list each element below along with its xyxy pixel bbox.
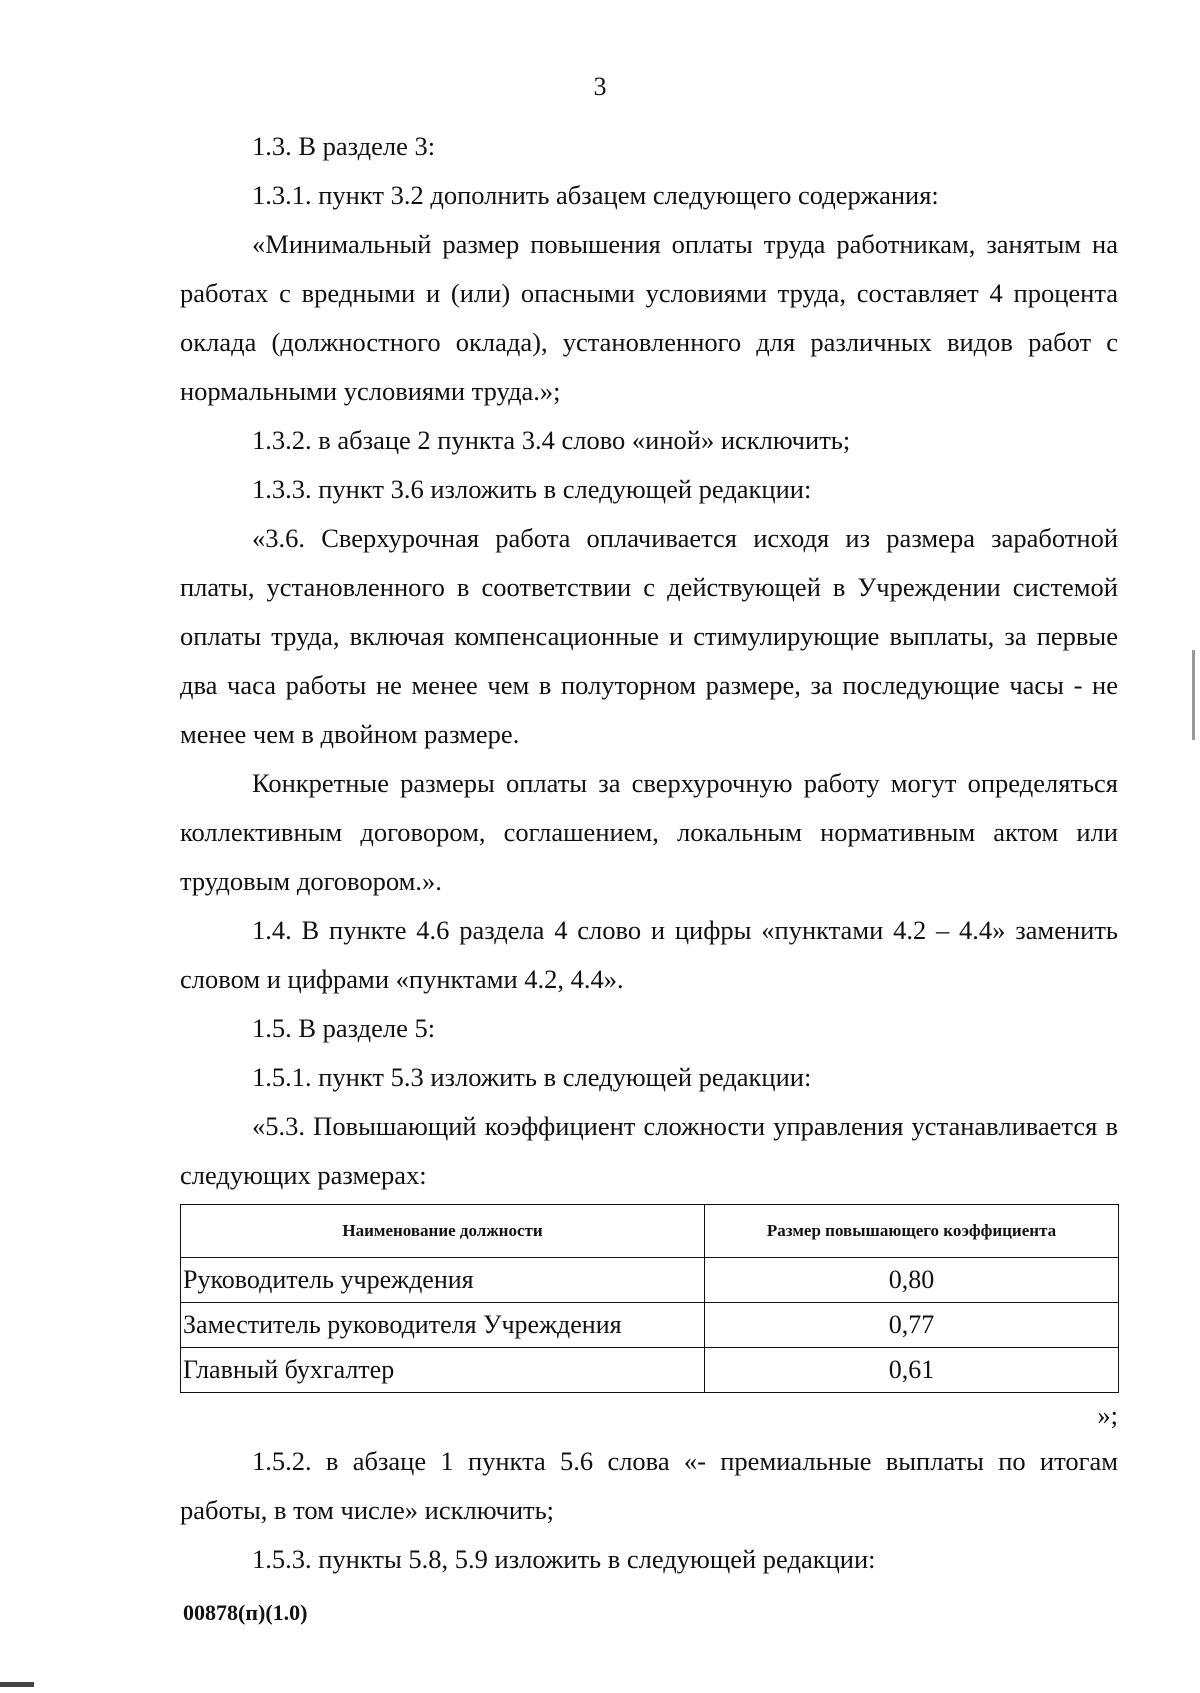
table-header-position: Наименование должности: [181, 1205, 705, 1258]
paragraph-1-3: 1.3. В разделе 3:: [252, 131, 436, 161]
paragraph-quote-5-3: «5.3. Повышающий коэффициент сложности управления устанавливается в следующих размерах:: [180, 1111, 1118, 1190]
coefficient-table-wrapper: [180, 1204, 1118, 1393]
table-header-row: [181, 1205, 1119, 1258]
paragraph-1-5-3: 1.5.3. пункты 5.8, 5.9 изложить в следующей редакции:: [252, 1544, 876, 1574]
table-cell-coefficient: 0,77: [705, 1303, 1119, 1348]
coefficient-table: [180, 1204, 1119, 1393]
paragraph-1-4: 1.4. В пункте 4.6 раздела 4 слово и цифры «пунктами 4.2 – 4.4» заменить словом и цифрами «пунктами 4.2, 4.4».: [180, 915, 1118, 994]
document-body: [180, 122, 1118, 1584]
table-row: [181, 1348, 1119, 1393]
document-code: 00878(п)(1.0): [183, 1600, 308, 1625]
table-cell-coefficient: 0,80: [705, 1258, 1119, 1303]
quote-closing-mark: »;: [1097, 1400, 1118, 1430]
paragraph-1-5-2: 1.5.2. в абзаце 1 пункта 5.6 слова «- премиальные выплаты по итогам работы, в том числе» исключить;: [180, 1446, 1118, 1525]
paragraph-1-5-1: 1.5.1. пункт 5.3 изложить в следующей редакции:: [252, 1062, 812, 1092]
paragraph-overtime-sizes: Конкретные размеры оплаты за сверхурочную работу могут определяться коллективным договором, соглашением, локальным нормативным актом или трудовым договором.».: [180, 768, 1118, 896]
paragraph-1-3-2: 1.3.2. в абзаце 2 пункта 3.4 слово «иной» исключить;: [252, 425, 851, 455]
page-number: 3: [593, 72, 607, 101]
table-cell-position: Руководитель учреждения: [181, 1258, 705, 1303]
table-cell-coefficient: 0,61: [705, 1348, 1119, 1393]
table-row: [181, 1303, 1119, 1348]
paragraph-1-3-1: 1.3.1. пункт 3.2 дополнить абзацем следующего содержания:: [252, 180, 939, 210]
scan-artifact: [0, 1682, 34, 1687]
paragraph-1-3-3: 1.3.3. пункт 3.6 изложить в следующей редакции:: [252, 474, 812, 504]
table-header-coefficient: Размер повышающего коэффициента: [705, 1205, 1119, 1258]
paragraph-quote-3-6: «3.6. Сверхурочная работа оплачивается исходя из размера заработной платы, установленного в соответствии с действующей в Учреждении системой оплаты труда, включая компенсационные и стимулирующие выплаты, за первые два часа работы не менее чем в полуторном размере, за последующие часы - не менее чем в двойном размере.: [180, 523, 1118, 749]
scan-artifact: [1192, 650, 1195, 740]
table-cell-position: Заместитель руководителя Учреждения: [181, 1303, 705, 1348]
paragraph-1-5: 1.5. В разделе 5:: [252, 1013, 436, 1043]
table-row: [181, 1258, 1119, 1303]
paragraph-quote-min-pay: «Минимальный размер повышения оплаты труда работникам, занятым на работах с вредными и (или) опасными условиями труда, составляет 4 процента оклада (должностного оклада), установленного для различных видов работ с нормальными условиями труда.»;: [180, 229, 1118, 406]
table-cell-position: Главный бухгалтер: [181, 1348, 705, 1393]
